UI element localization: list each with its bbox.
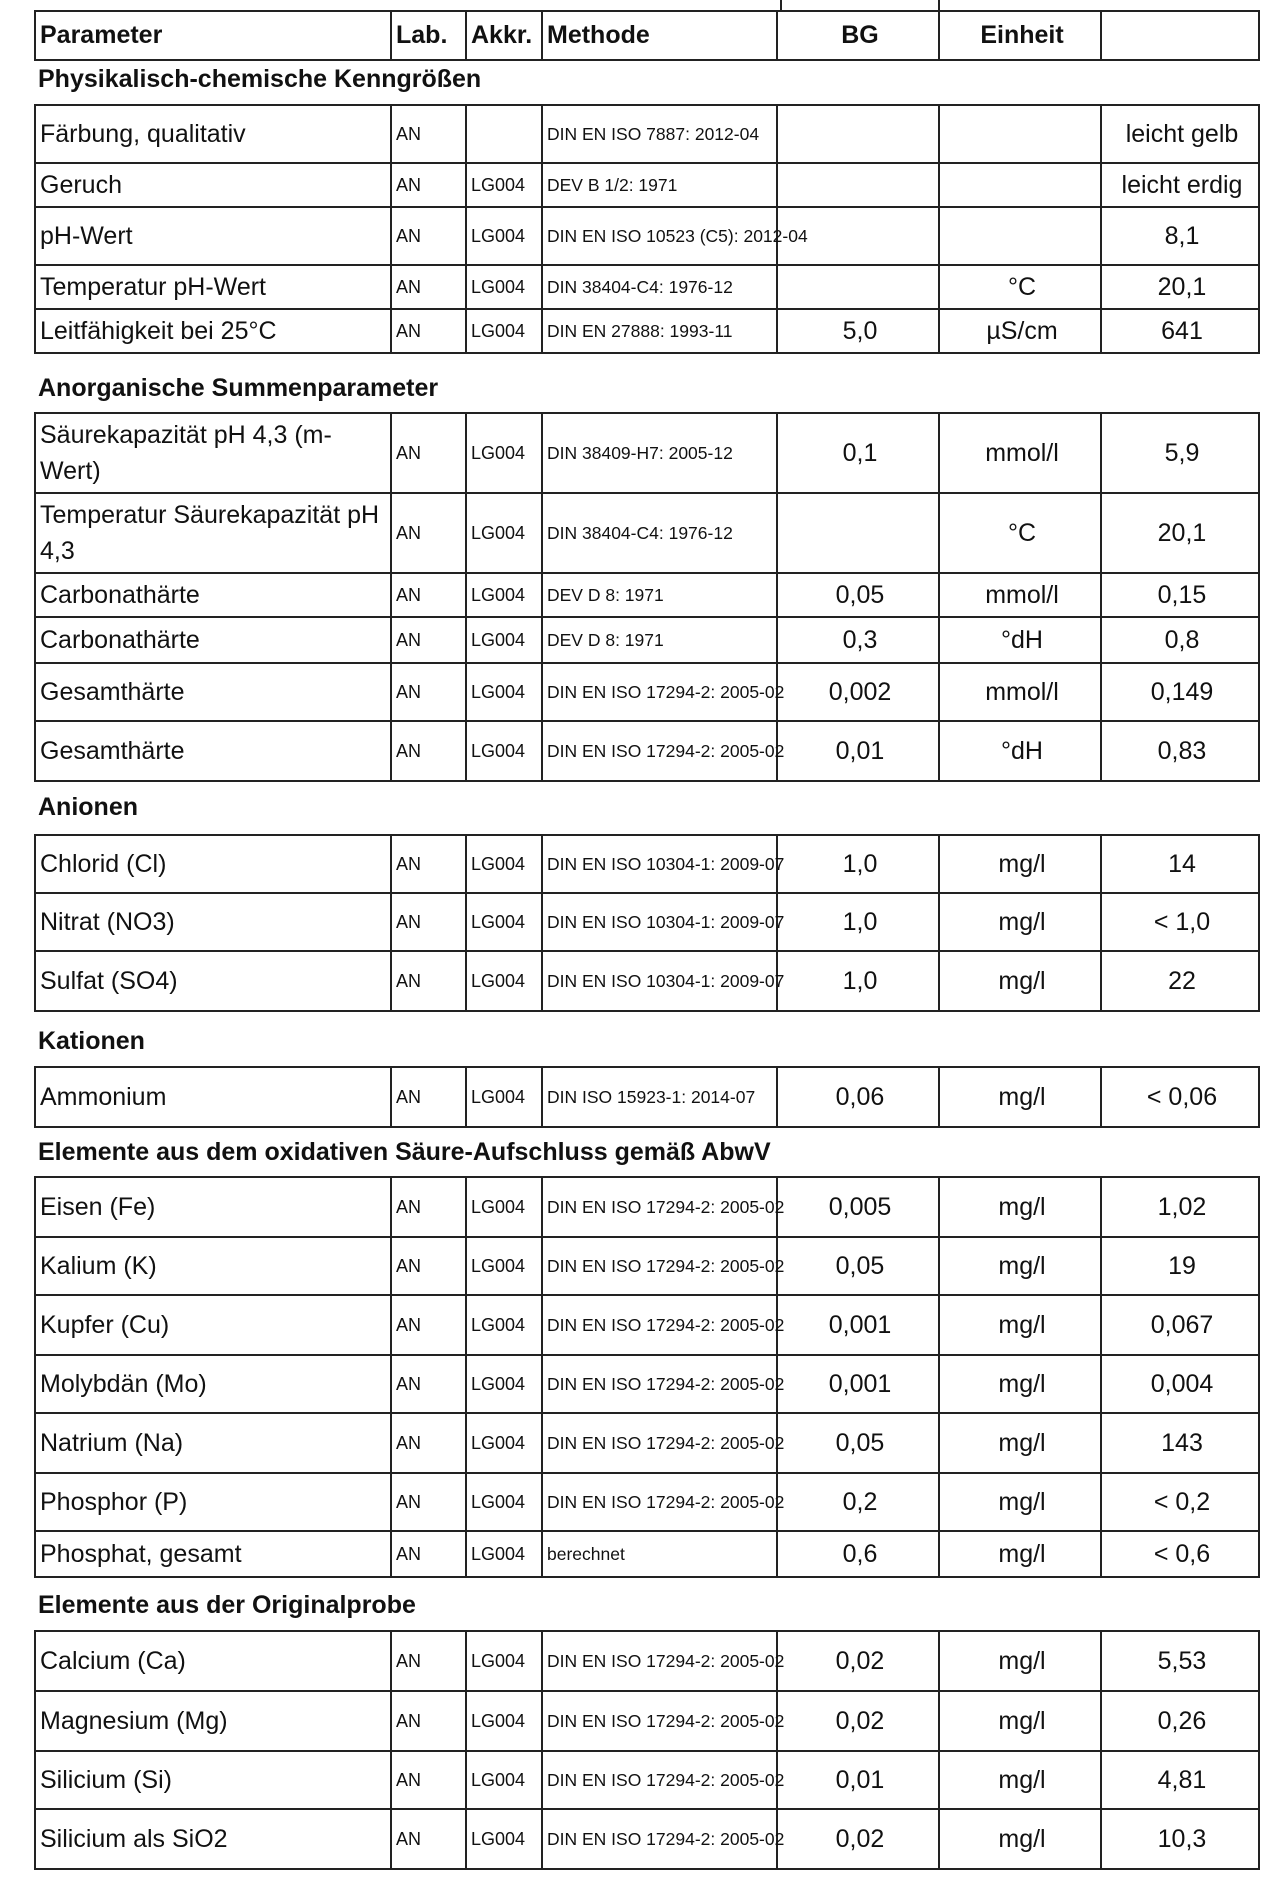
einheit-cell	[939, 163, 1101, 207]
lab-cell: AN	[391, 1067, 466, 1127]
akkr-cell: LG004	[466, 1631, 542, 1691]
akkr-cell: LG004	[466, 1177, 542, 1237]
parameter-cell: Eisen (Fe)	[35, 1177, 391, 1237]
table-row	[35, 573, 1259, 617]
parameter-cell: Magnesium (Mg)	[35, 1691, 391, 1751]
table-row	[35, 1237, 1259, 1295]
lab-cell: AN	[391, 1809, 466, 1869]
table-row	[35, 835, 1259, 893]
lab-cell: AN	[391, 413, 466, 493]
akkr-cell: LG004	[466, 1531, 542, 1577]
methode-cell: DIN EN ISO 17294-2: 2005-02	[542, 1473, 777, 1531]
einheit-cell: mg/l	[939, 893, 1101, 951]
section-table	[34, 412, 1260, 782]
akkr-cell: LG004	[466, 1355, 542, 1413]
einheit-cell	[939, 105, 1101, 163]
einheit-cell: mg/l	[939, 1473, 1101, 1531]
bg-cell: 1,0	[777, 893, 939, 951]
methode-cell: DIN EN ISO 17294-2: 2005-02	[542, 1691, 777, 1751]
akkr-cell: LG004	[466, 663, 542, 721]
einheit-cell: mg/l	[939, 1413, 1101, 1473]
bg-cell: 0,05	[777, 1237, 939, 1295]
lab-cell: AN	[391, 1295, 466, 1355]
methode-cell: DIN EN ISO 17294-2: 2005-02	[542, 1355, 777, 1413]
table-row	[35, 413, 1259, 493]
ergebnis-cell: 0,26	[1101, 1691, 1259, 1751]
table-row	[35, 493, 1259, 573]
ergebnis-cell: 8,1	[1101, 207, 1259, 265]
ergebnis-cell: < 0,2	[1101, 1473, 1259, 1531]
methode-cell: DIN 38409-H7: 2005-12	[542, 413, 777, 493]
einheit-cell: mg/l	[939, 1691, 1101, 1751]
methode-cell: DIN EN 27888: 1993-11	[542, 309, 777, 353]
einheit-cell: °dH	[939, 617, 1101, 663]
bg-cell: 5,0	[777, 309, 939, 353]
ergebnis-cell: 5,9	[1101, 413, 1259, 493]
einheit-cell: mg/l	[939, 1531, 1101, 1577]
ergebnis-cell: 20,1	[1101, 493, 1259, 573]
parameter-cell: Leitfähigkeit bei 25°C	[35, 309, 391, 353]
section-title: Anorganische Summenparameter	[38, 374, 439, 402]
methode-cell: DIN EN ISO 17294-2: 2005-02	[542, 1237, 777, 1295]
akkr-cell: LG004	[466, 893, 542, 951]
header-ergebnis	[1101, 11, 1259, 60]
section-title: Physikalisch-chemische Kenngrößen	[38, 65, 482, 93]
section-table	[34, 1176, 1260, 1578]
table-row	[35, 617, 1259, 663]
ergebnis-cell: leicht erdig	[1101, 163, 1259, 207]
methode-cell: DEV D 8: 1971	[542, 617, 777, 663]
bg-cell: 0,05	[777, 573, 939, 617]
einheit-cell: mg/l	[939, 951, 1101, 1011]
ergebnis-cell: 20,1	[1101, 265, 1259, 309]
akkr-cell: LG004	[466, 207, 542, 265]
table-row	[35, 1631, 1259, 1691]
akkr-cell: LG004	[466, 413, 542, 493]
lab-cell: AN	[391, 1237, 466, 1295]
column-header-row	[34, 10, 1260, 61]
methode-cell: DIN EN ISO 17294-2: 2005-02	[542, 1809, 777, 1869]
akkr-cell: LG004	[466, 1473, 542, 1531]
parameter-cell: Phosphor (P)	[35, 1473, 391, 1531]
parameter-cell: Färbung, qualitativ	[35, 105, 391, 163]
table-row	[35, 265, 1259, 309]
methode-cell: DIN EN ISO 17294-2: 2005-02	[542, 1751, 777, 1809]
section-table	[34, 834, 1260, 1012]
akkr-cell: LG004	[466, 951, 542, 1011]
methode-cell: DIN EN ISO 17294-2: 2005-02	[542, 1631, 777, 1691]
table-row	[35, 163, 1259, 207]
bg-cell	[777, 265, 939, 309]
methode-cell: DIN ISO 15923-1: 2014-07	[542, 1067, 777, 1127]
akkr-cell: LG004	[466, 1295, 542, 1355]
methode-cell: DIN EN ISO 10304-1: 2009-07	[542, 835, 777, 893]
lab-cell: AN	[391, 663, 466, 721]
akkr-cell: LG004	[466, 265, 542, 309]
lab-cell: AN	[391, 1177, 466, 1237]
ergebnis-cell: 0,15	[1101, 573, 1259, 617]
table-row	[35, 951, 1259, 1011]
parameter-cell: Nitrat (NO3)	[35, 893, 391, 951]
bg-cell: 1,0	[777, 951, 939, 1011]
lab-cell: AN	[391, 1531, 466, 1577]
header-top-rule	[34, 0, 1258, 10]
akkr-cell: LG004	[466, 1809, 542, 1869]
section-table	[34, 1630, 1260, 1870]
parameter-cell: Kalium (K)	[35, 1237, 391, 1295]
methode-cell: DIN EN ISO 7887: 2012-04	[542, 105, 777, 163]
akkr-cell: LG004	[466, 163, 542, 207]
parameter-cell: Phosphat, gesamt	[35, 1531, 391, 1577]
ergebnis-cell: 0,83	[1101, 721, 1259, 781]
einheit-cell: mg/l	[939, 1295, 1101, 1355]
einheit-cell: °dH	[939, 721, 1101, 781]
table-row	[35, 1295, 1259, 1355]
table-row	[35, 105, 1259, 163]
header-methode: Methode	[542, 11, 777, 60]
methode-cell: DEV D 8: 1971	[542, 573, 777, 617]
akkr-cell: LG004	[466, 617, 542, 663]
einheit-cell: °C	[939, 265, 1101, 309]
bg-cell: 0,001	[777, 1295, 939, 1355]
section-title: Anionen	[38, 793, 138, 821]
bg-cell	[777, 493, 939, 573]
ergebnis-cell: < 0,06	[1101, 1067, 1259, 1127]
header-lab: Lab.	[391, 11, 466, 60]
bg-cell: 0,6	[777, 1531, 939, 1577]
section-table	[34, 1066, 1260, 1128]
einheit-cell: mmol/l	[939, 573, 1101, 617]
bg-cell	[777, 105, 939, 163]
bg-cell: 0,1	[777, 413, 939, 493]
ergebnis-cell: < 1,0	[1101, 893, 1259, 951]
akkr-cell: LG004	[466, 835, 542, 893]
bg-cell: 0,2	[777, 1473, 939, 1531]
akkr-cell: LG004	[466, 1751, 542, 1809]
ergebnis-cell: < 0,6	[1101, 1531, 1259, 1577]
lab-cell: AN	[391, 721, 466, 781]
parameter-cell: Sulfat (SO4)	[35, 951, 391, 1011]
methode-cell: DIN EN ISO 10523 (C5): 2012-04	[542, 207, 777, 265]
parameter-cell: Carbonathärte	[35, 573, 391, 617]
parameter-cell: Silicium als SiO2	[35, 1809, 391, 1869]
ergebnis-cell: 19	[1101, 1237, 1259, 1295]
section-title: Kationen	[38, 1027, 145, 1055]
parameter-cell: Temperatur pH-Wert	[35, 265, 391, 309]
table-row	[35, 1473, 1259, 1531]
einheit-cell	[939, 207, 1101, 265]
parameter-cell: Molybdän (Mo)	[35, 1355, 391, 1413]
ergebnis-cell: 10,3	[1101, 1809, 1259, 1869]
bg-cell: 0,02	[777, 1631, 939, 1691]
lab-cell: AN	[391, 207, 466, 265]
einheit-cell: mg/l	[939, 1177, 1101, 1237]
lab-cell: AN	[391, 309, 466, 353]
bg-cell: 0,3	[777, 617, 939, 663]
header-parameter: Parameter	[35, 11, 391, 60]
methode-cell: DIN 38404-C4: 1976-12	[542, 493, 777, 573]
lab-cell: AN	[391, 893, 466, 951]
ergebnis-cell: 0,8	[1101, 617, 1259, 663]
table-row	[35, 1691, 1259, 1751]
ergebnis-cell: 14	[1101, 835, 1259, 893]
einheit-cell: mg/l	[939, 1067, 1101, 1127]
bg-cell: 0,001	[777, 1355, 939, 1413]
ergebnis-cell: 5,53	[1101, 1631, 1259, 1691]
parameter-cell: Ammonium	[35, 1067, 391, 1127]
ergebnis-cell: 1,02	[1101, 1177, 1259, 1237]
parameter-cell: pH-Wert	[35, 207, 391, 265]
lab-cell: AN	[391, 493, 466, 573]
methode-cell: DIN EN ISO 17294-2: 2005-02	[542, 663, 777, 721]
parameter-cell: Säurekapazität pH 4,3 (m-Wert)	[35, 413, 391, 493]
table-row	[35, 663, 1259, 721]
parameter-cell: Chlorid (Cl)	[35, 835, 391, 893]
lab-cell: AN	[391, 573, 466, 617]
akkr-cell: LG004	[466, 1237, 542, 1295]
lab-cell: AN	[391, 835, 466, 893]
parameter-cell: Calcium (Ca)	[35, 1631, 391, 1691]
akkr-cell: LG004	[466, 309, 542, 353]
parameter-cell: Natrium (Na)	[35, 1413, 391, 1473]
bg-cell: 0,02	[777, 1809, 939, 1869]
bg-cell: 0,02	[777, 1691, 939, 1751]
table-row	[35, 1531, 1259, 1577]
methode-cell: DIN EN ISO 17294-2: 2005-02	[542, 721, 777, 781]
lab-cell: AN	[391, 1355, 466, 1413]
ergebnis-cell: 0,149	[1101, 663, 1259, 721]
bg-cell: 0,01	[777, 1751, 939, 1809]
einheit-cell: mmol/l	[939, 663, 1101, 721]
parameter-cell: Kupfer (Cu)	[35, 1295, 391, 1355]
methode-cell: DEV B 1/2: 1971	[542, 163, 777, 207]
table-row	[35, 1355, 1259, 1413]
methode-cell: DIN EN ISO 10304-1: 2009-07	[542, 951, 777, 1011]
section-title: Elemente aus der Originalprobe	[38, 1591, 416, 1619]
parameter-cell: Temperatur Säurekapazität pH 4,3	[35, 493, 391, 573]
einheit-cell: °C	[939, 493, 1101, 573]
bg-cell	[777, 163, 939, 207]
methode-cell: DIN EN ISO 10304-1: 2009-07	[542, 893, 777, 951]
methode-cell: DIN EN ISO 17294-2: 2005-02	[542, 1413, 777, 1473]
methode-cell: DIN EN ISO 17294-2: 2005-02	[542, 1177, 777, 1237]
lab-cell: AN	[391, 265, 466, 309]
header-bg: BG	[777, 11, 939, 60]
ergebnis-cell: leicht gelb	[1101, 105, 1259, 163]
parameter-cell: Geruch	[35, 163, 391, 207]
bg-cell: 0,01	[777, 721, 939, 781]
lab-cell: AN	[391, 1473, 466, 1531]
ergebnis-cell: 0,004	[1101, 1355, 1259, 1413]
table-row	[35, 309, 1259, 353]
table-row	[35, 1809, 1259, 1869]
akkr-cell: LG004	[466, 1691, 542, 1751]
akkr-cell	[466, 105, 542, 163]
bg-cell: 0,005	[777, 1177, 939, 1237]
parameter-cell: Carbonathärte	[35, 617, 391, 663]
lab-cell: AN	[391, 163, 466, 207]
header-einheit: Einheit	[939, 11, 1101, 60]
einheit-cell: mg/l	[939, 1751, 1101, 1809]
einheit-cell: mg/l	[939, 1355, 1101, 1413]
bg-cell: 1,0	[777, 835, 939, 893]
table-row	[35, 893, 1259, 951]
table-row	[35, 721, 1259, 781]
table-row	[35, 1177, 1259, 1237]
section-table	[34, 104, 1260, 354]
ergebnis-cell: 143	[1101, 1413, 1259, 1473]
akkr-cell: LG004	[466, 1067, 542, 1127]
methode-cell: DIN EN ISO 17294-2: 2005-02	[542, 1295, 777, 1355]
lab-cell: AN	[391, 951, 466, 1011]
einheit-cell: mmol/l	[939, 413, 1101, 493]
akkr-cell: LG004	[466, 721, 542, 781]
einheit-cell: mg/l	[939, 835, 1101, 893]
ergebnis-cell: 0,067	[1101, 1295, 1259, 1355]
akkr-cell: LG004	[466, 1413, 542, 1473]
lab-cell: AN	[391, 617, 466, 663]
table-row	[35, 1413, 1259, 1473]
methode-cell: DIN 38404-C4: 1976-12	[542, 265, 777, 309]
akkr-cell: LG004	[466, 493, 542, 573]
methode-cell: berechnet	[542, 1531, 777, 1577]
einheit-cell: µS/cm	[939, 309, 1101, 353]
lab-cell: AN	[391, 1691, 466, 1751]
section-title: Elemente aus dem oxidativen Säure-Aufschluss gemäß AbwV	[38, 1138, 771, 1166]
header-akkr: Akkr.	[466, 11, 542, 60]
einheit-cell: mg/l	[939, 1237, 1101, 1295]
bg-cell: 0,06	[777, 1067, 939, 1127]
bg-cell: 0,002	[777, 663, 939, 721]
table-row	[35, 1067, 1259, 1127]
akkr-cell: LG004	[466, 573, 542, 617]
table-row	[35, 1751, 1259, 1809]
lab-cell: AN	[391, 1751, 466, 1809]
lab-cell: AN	[391, 1631, 466, 1691]
table-row	[35, 207, 1259, 265]
lab-cell: AN	[391, 1413, 466, 1473]
bg-cell: 0,05	[777, 1413, 939, 1473]
parameter-cell: Gesamthärte	[35, 721, 391, 781]
ergebnis-cell: 4,81	[1101, 1751, 1259, 1809]
ergebnis-cell: 22	[1101, 951, 1259, 1011]
einheit-cell: mg/l	[939, 1809, 1101, 1869]
ergebnis-cell: 641	[1101, 309, 1259, 353]
parameter-cell: Gesamthärte	[35, 663, 391, 721]
parameter-cell: Silicium (Si)	[35, 1751, 391, 1809]
lab-cell: AN	[391, 105, 466, 163]
einheit-cell: mg/l	[939, 1631, 1101, 1691]
